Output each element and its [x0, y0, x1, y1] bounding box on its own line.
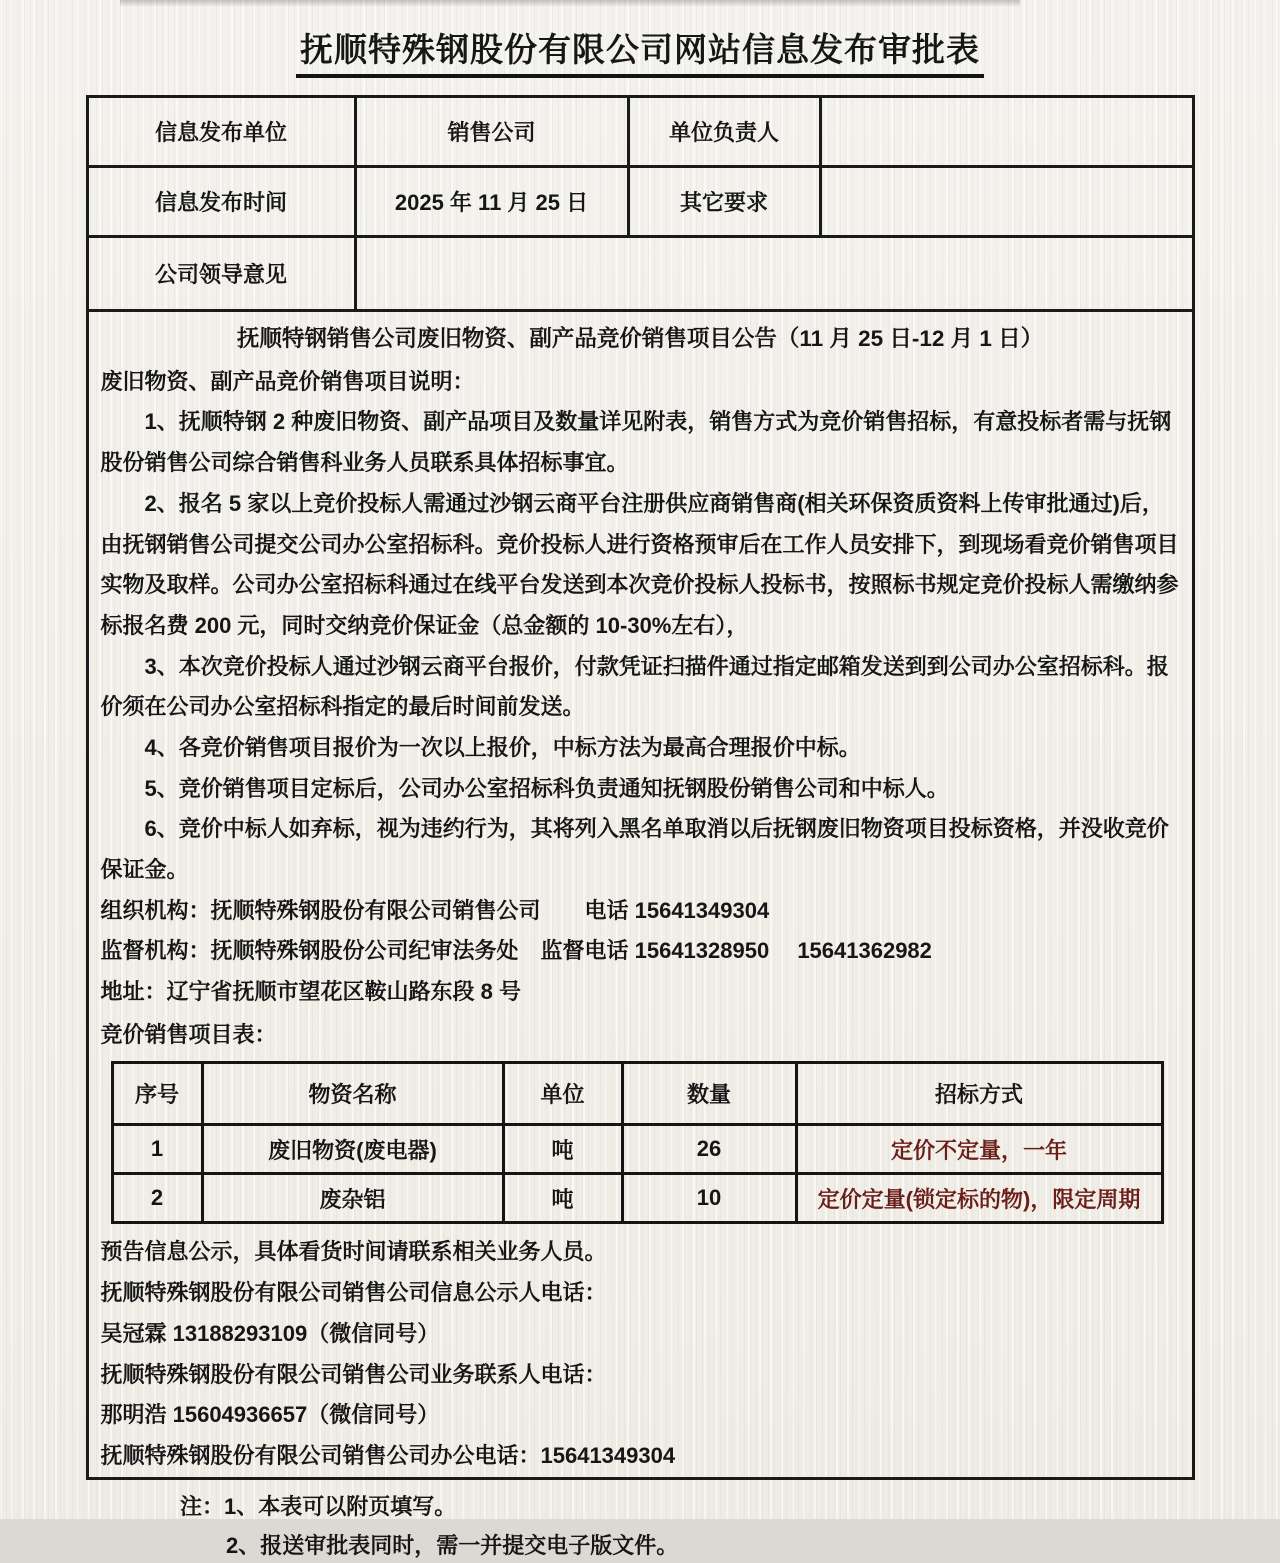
bidding-table-row [112, 1174, 1162, 1223]
value-other-requirements [820, 167, 1193, 237]
value-publish-time: 2025 年 11 月 25 日 [355, 167, 628, 237]
address-line: 地址：辽宁省抚顺市望花区鞍山路东段 8 号 [100, 979, 521, 1005]
announcement-intro: 废旧物资、副产品竞价销售项目说明： [100, 368, 475, 394]
cell-index: 1 [112, 1125, 202, 1174]
note-line-2: 2、报送审批表同时，需一并提交电子版文件。 [226, 1532, 679, 1558]
col-header-bidding-method: 招标方式 [796, 1063, 1162, 1125]
label-leader-opinion: 公司领导意见 [87, 237, 355, 311]
announcement-body [101, 402, 1180, 890]
business-contact-label: 抚顺特殊钢股份有限公司销售公司业务联系人电话： [100, 1361, 607, 1387]
supervisor-line: 监督机构：抚顺特殊钢股份公司纪审法务处 监督电话 15641328950 15641362982 [100, 938, 932, 964]
cell-bidding-method: 定价不定量，一年 [796, 1125, 1162, 1174]
announcement-paragraph-5: 5、竞价销售项目定标后，公司办公室招标科负责通知抚钢股份销售公司和中标人。 [144, 775, 949, 801]
note-line-1: 注：1、本表可以附页填写。 [180, 1493, 457, 1519]
col-header-unit: 单位 [503, 1063, 622, 1125]
cell-index: 2 [112, 1174, 202, 1223]
label-unit-head: 单位负责人 [628, 97, 820, 167]
cell-material-name: 废杂铝 [202, 1174, 503, 1223]
publicity-contact-label: 抚顺特殊钢股份有限公司销售公司信息公示人电话： [100, 1280, 607, 1306]
preview-notice-line: 预告信息公示，具体看货时间请联系相关业务人员。 [100, 1239, 607, 1265]
page-title: 抚顺特殊钢股份有限公司网站信息发布审批表 [296, 24, 984, 78]
col-header-quantity: 数量 [622, 1063, 796, 1125]
announcement-paragraph-3: 3、本次竞价投标人通过沙钢云商平台报价，付款凭证扫描件通过指定邮箱发送到到公司办公室招标科。报价须在公司办公室招标科指定的最后时间前发送。 [100, 653, 1169, 720]
notes-block [180, 1490, 1280, 1563]
form-row-announcement [87, 311, 1193, 1479]
col-header-material-name: 物资名称 [202, 1063, 503, 1125]
announcement-paragraph-1: 1、抚顺特钢 2 种废旧物资、副产品项目及数量详见附表，销售方式为竞价销售招标，有意投标者需与抚钢股份销售公司综合销售科业务人员联系具体招标事宜。 [100, 409, 1172, 476]
organizer-line: 组织机构：抚顺特殊钢股份有限公司销售公司 电话 15641349304 [100, 897, 770, 923]
announcement-heading: 抚顺特钢销售公司废旧物资、副产品竞价销售项目公告（11 月 25 日-12 月 1 日） [236, 326, 1044, 351]
office-phone-line: 抚顺特殊钢股份有限公司销售公司办公电话：15641349304 [100, 1442, 676, 1468]
project-table-label: 竞价销售项目表： [100, 1021, 277, 1047]
business-contact-line: 那明浩 15604936657（微信同号） [100, 1402, 440, 1428]
announcement-paragraph-2: 2、报名 5 家以上竞价投标人需通过沙钢云商平台注册供应商销售商(相关环保资质资料上传审批通过)后，由抚钢销售公司提交公司办公室招标科。竞价投标人进行资格预审后在工作人员安排下，到现场看竞价销售项目实物及取样。公司办公室招标科通过在线平台发送到本次竞价投标人投标书，按照标书规定竞价投标人需缴纳参标报名费 200 元，同时交纳竞价保证金（总金额的 10-30%左右）， [100, 490, 1179, 638]
announcement-paragraph-4: 4、各竞价销售项目报价为一次以上报价，中标方法为最高合理报价中标。 [144, 734, 861, 760]
cell-bidding-method: 定价定量(锁定标的物)，限定周期 [796, 1174, 1162, 1223]
bidding-table-header-row [112, 1063, 1162, 1125]
value-unit-head [820, 97, 1193, 167]
announcement-cell [87, 311, 1193, 1479]
cell-unit: 吨 [503, 1125, 622, 1174]
form-row-leader-opinion [87, 237, 1193, 311]
approval-form-table [86, 95, 1195, 1480]
value-leader-opinion [355, 237, 1193, 311]
cell-material-name: 废旧物资(废电器) [202, 1125, 503, 1174]
label-publish-unit: 信息发布单位 [87, 97, 355, 167]
form-row-publish-time [87, 167, 1193, 237]
bidding-items-table [111, 1061, 1164, 1224]
announcement-paragraph-6: 6、竞价中标人如弃标，视为违约行为，其将列入黑名单取消以后抚钢废旧物资项目投标资格，并没收竞价保证金。 [100, 816, 1169, 882]
cell-quantity: 10 [622, 1174, 796, 1223]
form-row-publish-unit [87, 97, 1193, 167]
col-header-index: 序号 [112, 1063, 202, 1125]
title-wrap [0, 0, 1280, 78]
cell-quantity: 26 [622, 1125, 796, 1174]
value-publish-unit: 销售公司 [355, 97, 628, 167]
label-other-requirements: 其它要求 [628, 167, 820, 237]
publicity-contact-line: 吴冠霖 13188293109（微信同号） [100, 1320, 440, 1346]
bidding-table-row [112, 1125, 1162, 1174]
label-publish-time: 信息发布时间 [87, 167, 355, 237]
cell-unit: 吨 [503, 1174, 622, 1223]
